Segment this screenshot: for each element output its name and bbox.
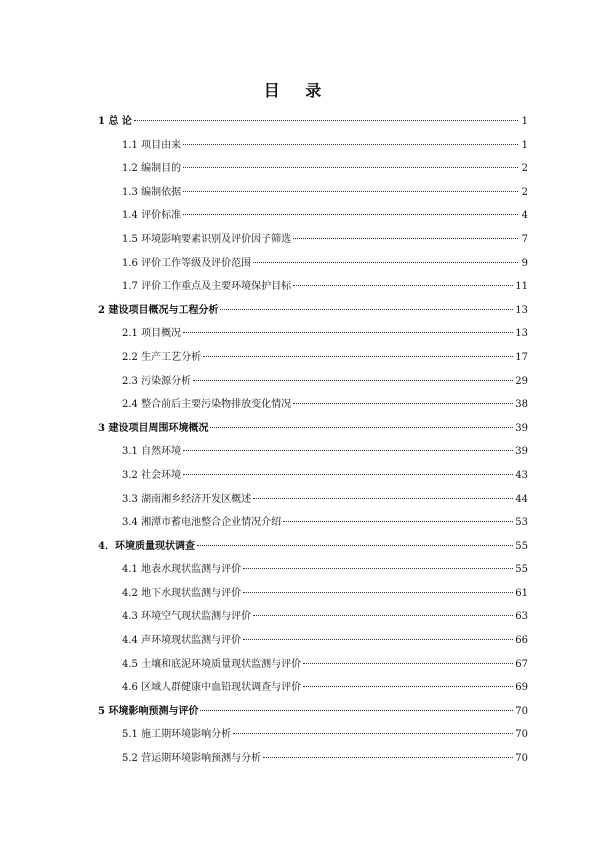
table-of-contents bbox=[98, 115, 528, 776]
dot-leader bbox=[243, 568, 513, 569]
dot-leader bbox=[183, 332, 513, 333]
toc-entry-page-number: 13 bbox=[515, 304, 528, 316]
toc-entry-label: 1.4 评价标准 bbox=[122, 210, 182, 222]
toc-entry-page-number: 38 bbox=[515, 399, 528, 411]
dot-leader bbox=[233, 733, 513, 734]
toc-entry-label: 1.7 评价工作重点及主要环境保护目标 bbox=[122, 281, 292, 293]
toc-entry-label: 1.1 项目由来 bbox=[122, 139, 182, 151]
toc-chapter-entry[interactable] bbox=[98, 115, 528, 139]
toc-section-entry[interactable] bbox=[98, 681, 528, 705]
toc-section-entry[interactable] bbox=[98, 752, 528, 776]
toc-entry-page-number: 70 bbox=[515, 729, 528, 741]
toc-section-entry[interactable] bbox=[98, 162, 528, 186]
toc-entry-page-number: 29 bbox=[515, 375, 528, 387]
dot-leader bbox=[183, 191, 518, 192]
toc-section-entry[interactable] bbox=[98, 634, 528, 658]
toc-entry-label: 2.4 整合前后主要污染物排放变化情况 bbox=[122, 399, 292, 411]
dot-leader bbox=[134, 120, 518, 121]
dot-leader bbox=[210, 427, 513, 428]
dot-leader bbox=[183, 144, 518, 145]
toc-entry-label: 1.5 环境影响要素识别及评价因子筛选 bbox=[122, 233, 292, 245]
toc-chapter-entry[interactable] bbox=[98, 422, 528, 446]
toc-entry-label: 5 环境影响预测与评价 bbox=[98, 705, 199, 717]
dot-leader bbox=[253, 262, 518, 263]
dot-leader bbox=[193, 380, 513, 381]
dot-leader bbox=[183, 474, 513, 475]
toc-section-entry[interactable] bbox=[98, 610, 528, 634]
toc-entry-page-number: 39 bbox=[515, 446, 528, 458]
toc-section-entry[interactable] bbox=[98, 209, 528, 233]
toc-entry-page-number: 55 bbox=[515, 564, 528, 576]
toc-section-entry[interactable] bbox=[98, 587, 528, 611]
toc-section-entry[interactable] bbox=[98, 563, 528, 587]
toc-entry-page-number: 13 bbox=[515, 328, 528, 340]
toc-entry-label: 1.2 编制目的 bbox=[122, 163, 182, 175]
toc-section-entry[interactable] bbox=[98, 280, 528, 304]
toc-chapter-entry[interactable] bbox=[98, 705, 528, 729]
toc-entry-label: 1 总 论 bbox=[98, 116, 132, 127]
toc-entry-label: 4.1 地表水现状监测与评价 bbox=[122, 564, 242, 576]
dot-leader bbox=[200, 710, 513, 711]
toc-entry-label: 3.4 湘潭市蓄电池整合企业情况介绍 bbox=[122, 517, 282, 529]
toc-entry-label: 4．环境质量现状调查 bbox=[98, 540, 195, 552]
toc-entry-label: 2.2 生产工艺分析 bbox=[122, 351, 202, 363]
toc-entry-page-number: 4 bbox=[521, 210, 528, 222]
toc-entry-page-number: 53 bbox=[515, 517, 528, 529]
toc-entry-label: 3.3 湖南湘乡经济开发区概述 bbox=[122, 493, 252, 505]
dot-leader bbox=[203, 356, 513, 357]
toc-section-entry[interactable] bbox=[98, 398, 528, 422]
toc-entry-page-number: 43 bbox=[515, 469, 528, 481]
toc-section-entry[interactable] bbox=[98, 375, 528, 399]
toc-entry-page-number: 69 bbox=[515, 682, 528, 694]
toc-entry-page-number: 2 bbox=[521, 163, 528, 175]
toc-entry-label: 2.1 项目概况 bbox=[122, 328, 182, 340]
toc-title: 目 录 bbox=[263, 81, 332, 100]
toc-chapter-entry[interactable] bbox=[98, 304, 528, 328]
dot-leader bbox=[293, 403, 513, 404]
toc-entry-page-number: 11 bbox=[515, 281, 528, 293]
toc-section-entry[interactable] bbox=[98, 445, 528, 469]
toc-section-entry[interactable] bbox=[98, 728, 528, 752]
dot-leader bbox=[263, 757, 513, 758]
toc-entry-label: 1.6 评价工作等级及评价范围 bbox=[122, 257, 252, 269]
toc-entry-label: 1.3 编制依据 bbox=[122, 186, 182, 198]
toc-entry-page-number: 63 bbox=[515, 611, 528, 623]
toc-entry-page-number: 70 bbox=[515, 753, 528, 765]
dot-leader bbox=[243, 592, 513, 593]
toc-entry-page-number: 2 bbox=[521, 186, 528, 198]
toc-entry-label: 3.2 社会环境 bbox=[122, 469, 182, 481]
dot-leader bbox=[293, 238, 518, 239]
toc-section-entry[interactable] bbox=[98, 516, 528, 540]
toc-entry-page-number: 1 bbox=[521, 116, 528, 127]
toc-section-entry[interactable] bbox=[98, 493, 528, 517]
toc-entry-label: 4.5 土壤和底泥环境质量现状监测与评价 bbox=[122, 658, 302, 670]
toc-entry-label: 3 建设项目周围环境概况 bbox=[98, 422, 209, 434]
dot-leader bbox=[283, 521, 513, 522]
toc-entry-label: 4.3 环境空气现状监测与评价 bbox=[122, 611, 252, 623]
toc-section-entry[interactable] bbox=[98, 469, 528, 493]
toc-entry-label: 4.6 区域人群健康中血铅现状调查与评价 bbox=[122, 682, 302, 694]
toc-entry-label: 3.1 自然环境 bbox=[122, 446, 182, 458]
toc-entry-page-number: 44 bbox=[515, 493, 528, 505]
dot-leader bbox=[293, 285, 513, 286]
dot-leader bbox=[183, 214, 518, 215]
toc-chapter-entry[interactable] bbox=[98, 540, 528, 564]
dot-leader bbox=[183, 450, 513, 451]
toc-section-entry[interactable] bbox=[98, 351, 528, 375]
toc-entry-page-number: 1 bbox=[521, 139, 528, 151]
toc-section-entry[interactable] bbox=[98, 233, 528, 257]
toc-entry-label: 5.2 营运期环境影响预测与分析 bbox=[122, 753, 262, 765]
dot-leader bbox=[253, 615, 513, 616]
toc-entry-page-number: 17 bbox=[515, 351, 528, 363]
toc-entry-page-number: 61 bbox=[515, 587, 528, 599]
dot-leader bbox=[197, 545, 513, 546]
toc-entry-page-number: 55 bbox=[515, 540, 528, 552]
toc-section-entry[interactable] bbox=[98, 139, 528, 163]
toc-entry-page-number: 66 bbox=[515, 635, 528, 647]
toc-section-entry[interactable] bbox=[98, 186, 528, 210]
toc-entry-label: 4.4 声环境现状监测与评价 bbox=[122, 635, 242, 647]
toc-entry-page-number: 7 bbox=[521, 233, 528, 245]
dot-leader bbox=[303, 686, 513, 687]
toc-section-entry[interactable] bbox=[98, 658, 528, 682]
toc-entry-label: 5.1 施工期环境影响分析 bbox=[122, 729, 232, 741]
toc-entry-page-number: 70 bbox=[515, 705, 528, 717]
toc-section-entry[interactable] bbox=[98, 257, 528, 281]
toc-entry-label: 2.3 污染源分析 bbox=[122, 375, 192, 387]
dot-leader bbox=[303, 663, 513, 664]
dot-leader bbox=[243, 639, 513, 640]
toc-entry-page-number: 9 bbox=[521, 257, 528, 269]
dot-leader bbox=[220, 309, 513, 310]
toc-section-entry[interactable] bbox=[98, 327, 528, 351]
toc-entry-label: 4.2 地下水现状监测与评价 bbox=[122, 587, 242, 599]
toc-entry-page-number: 67 bbox=[515, 658, 528, 670]
dot-leader bbox=[183, 167, 518, 168]
toc-entry-page-number: 39 bbox=[515, 422, 528, 434]
dot-leader bbox=[253, 498, 513, 499]
toc-entry-label: 2 建设项目概况与工程分析 bbox=[98, 304, 219, 316]
